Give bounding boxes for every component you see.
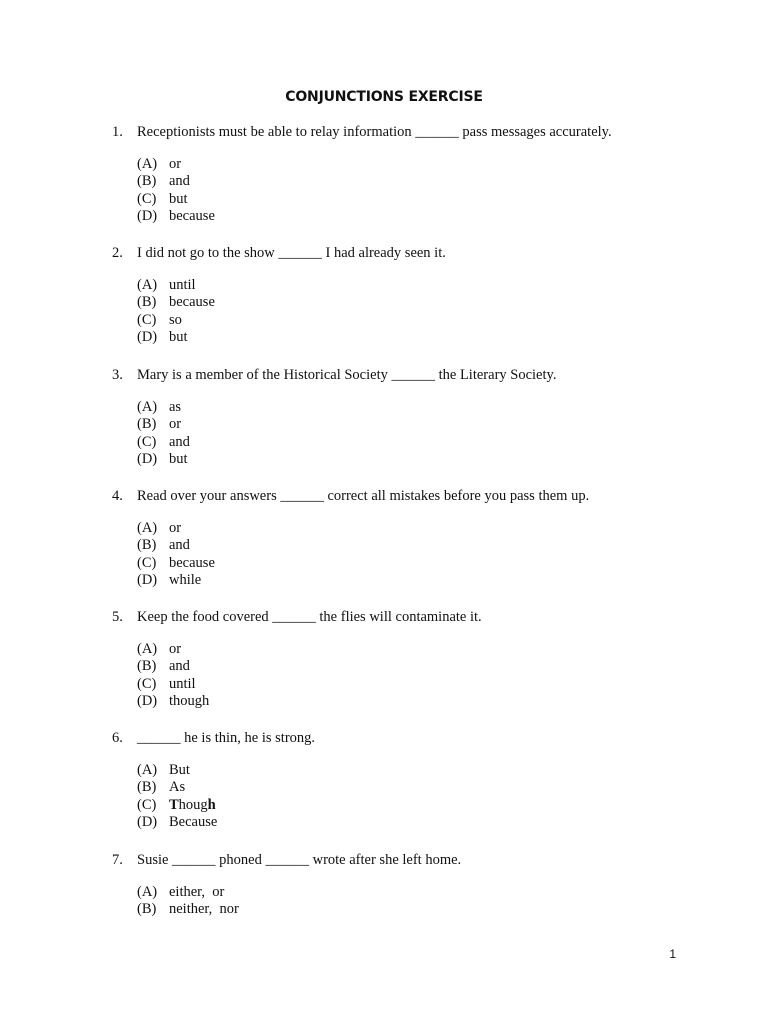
option-letter: (C) xyxy=(137,190,157,207)
question-number: 1. xyxy=(112,124,123,140)
question-4 xyxy=(112,486,589,589)
option-letter: (A) xyxy=(137,399,158,415)
options-list xyxy=(112,884,461,919)
option-letter: (B) xyxy=(137,537,157,554)
option-letter: (A) xyxy=(137,641,158,657)
option-letter: (C) xyxy=(137,554,157,571)
option-letter: (C) xyxy=(137,311,157,328)
question-2 xyxy=(112,243,446,346)
option-letter: (A) xyxy=(137,277,158,293)
option-d xyxy=(137,329,446,346)
option-b xyxy=(137,173,612,190)
option-letter: (D) xyxy=(137,813,158,830)
option-letter: (B) xyxy=(137,173,157,190)
option-b xyxy=(137,416,556,433)
option-d xyxy=(137,693,482,710)
option-letter: (D) xyxy=(137,328,158,345)
option-text: and xyxy=(169,173,190,190)
option-a xyxy=(137,884,461,901)
option-text: because xyxy=(169,294,215,311)
option-text-middle: houg xyxy=(178,796,208,813)
option-letter: (A) xyxy=(137,520,158,536)
option-letter: (B) xyxy=(137,416,157,433)
question-number: 3. xyxy=(112,367,123,383)
option-text: so xyxy=(169,311,182,328)
option-a xyxy=(137,641,482,658)
question-text: Mary is a member of the Historical Society ______ the Literary Society. xyxy=(137,367,557,383)
option-letter: (D) xyxy=(137,450,158,467)
option-letter: (D) xyxy=(137,571,158,588)
option-a xyxy=(137,762,315,779)
option-d xyxy=(137,208,612,225)
question-number: 6. xyxy=(112,730,123,746)
option-a xyxy=(137,156,612,173)
options-list xyxy=(112,762,315,831)
options-list xyxy=(112,520,589,589)
question-text: Receptionists must be able to relay information ______ pass messages accurately. xyxy=(137,124,612,140)
option-b xyxy=(137,901,461,918)
question-1 xyxy=(112,122,612,225)
question-3 xyxy=(112,365,556,468)
question-number: 2. xyxy=(112,245,123,261)
option-text: or xyxy=(169,520,182,536)
option-d xyxy=(137,572,589,589)
question-5 xyxy=(112,607,482,710)
option-text-bold-first: T xyxy=(169,796,179,813)
option-text xyxy=(169,797,216,813)
option-text: But xyxy=(169,762,190,778)
option-text: but xyxy=(169,190,188,207)
option-text-bold-last: h xyxy=(207,796,216,813)
option-text: as xyxy=(169,399,182,415)
option-text: though xyxy=(169,692,210,709)
option-c xyxy=(137,555,589,572)
option-text: while xyxy=(169,571,202,588)
options-list xyxy=(112,277,446,346)
option-text: and xyxy=(169,537,190,554)
option-letter: (D) xyxy=(137,692,158,709)
option-text: or xyxy=(169,641,182,657)
options-list xyxy=(112,156,612,225)
option-text: and xyxy=(169,658,190,675)
option-text: because xyxy=(169,207,215,224)
option-letter: (B) xyxy=(137,779,157,796)
option-text: and xyxy=(169,433,190,450)
page-title: CONJUNCTIONS EXERCISE xyxy=(285,89,483,105)
option-a xyxy=(137,399,556,416)
options-list xyxy=(112,641,482,710)
option-letter: (B) xyxy=(137,294,157,311)
question-text: I did not go to the show ______ I had already seen it. xyxy=(137,245,446,261)
option-text: or xyxy=(169,416,182,433)
question-number: 4. xyxy=(112,488,123,504)
option-text: neither, nor xyxy=(169,901,239,918)
option-b xyxy=(137,779,315,796)
page-number: 1 xyxy=(669,947,676,961)
option-text: either, or xyxy=(169,884,225,900)
question-6 xyxy=(112,728,315,831)
question-7 xyxy=(112,850,461,919)
option-letter: (A) xyxy=(137,762,158,778)
question-text: Keep the food covered ______ the flies will contaminate it. xyxy=(137,609,482,625)
option-letter: (C) xyxy=(137,796,157,813)
option-c xyxy=(137,676,482,693)
option-letter: (D) xyxy=(137,207,158,224)
option-letter: (B) xyxy=(137,901,157,918)
option-a xyxy=(137,520,589,537)
option-text: or xyxy=(169,156,182,172)
option-b xyxy=(137,658,482,675)
option-text: until xyxy=(169,675,196,692)
question-number: 7. xyxy=(112,852,123,868)
option-text: because xyxy=(169,554,215,571)
option-letter: (C) xyxy=(137,675,157,692)
question-text: ______ he is thin, he is strong. xyxy=(137,730,316,746)
option-b xyxy=(137,294,446,311)
question-text: Read over your answers ______ correct all mistakes before you pass them up. xyxy=(137,488,590,504)
option-letter: (C) xyxy=(137,433,157,450)
option-c xyxy=(137,312,446,329)
option-text: until xyxy=(169,277,196,293)
option-d xyxy=(137,814,315,831)
option-text: but xyxy=(169,328,188,345)
option-c xyxy=(137,797,315,814)
option-text: As xyxy=(169,779,186,796)
option-c xyxy=(137,191,612,208)
option-letter: (A) xyxy=(137,156,158,172)
option-d xyxy=(137,451,556,468)
option-b xyxy=(137,537,589,554)
option-a xyxy=(137,277,446,294)
option-letter: (B) xyxy=(137,658,157,675)
option-text: but xyxy=(169,450,188,467)
options-list xyxy=(112,399,556,468)
option-c xyxy=(137,434,556,451)
question-number: 5. xyxy=(112,609,123,625)
question-text: Susie ______ phoned ______ wrote after she left home. xyxy=(137,852,462,868)
option-text: Because xyxy=(169,813,218,830)
option-letter: (A) xyxy=(137,884,158,900)
